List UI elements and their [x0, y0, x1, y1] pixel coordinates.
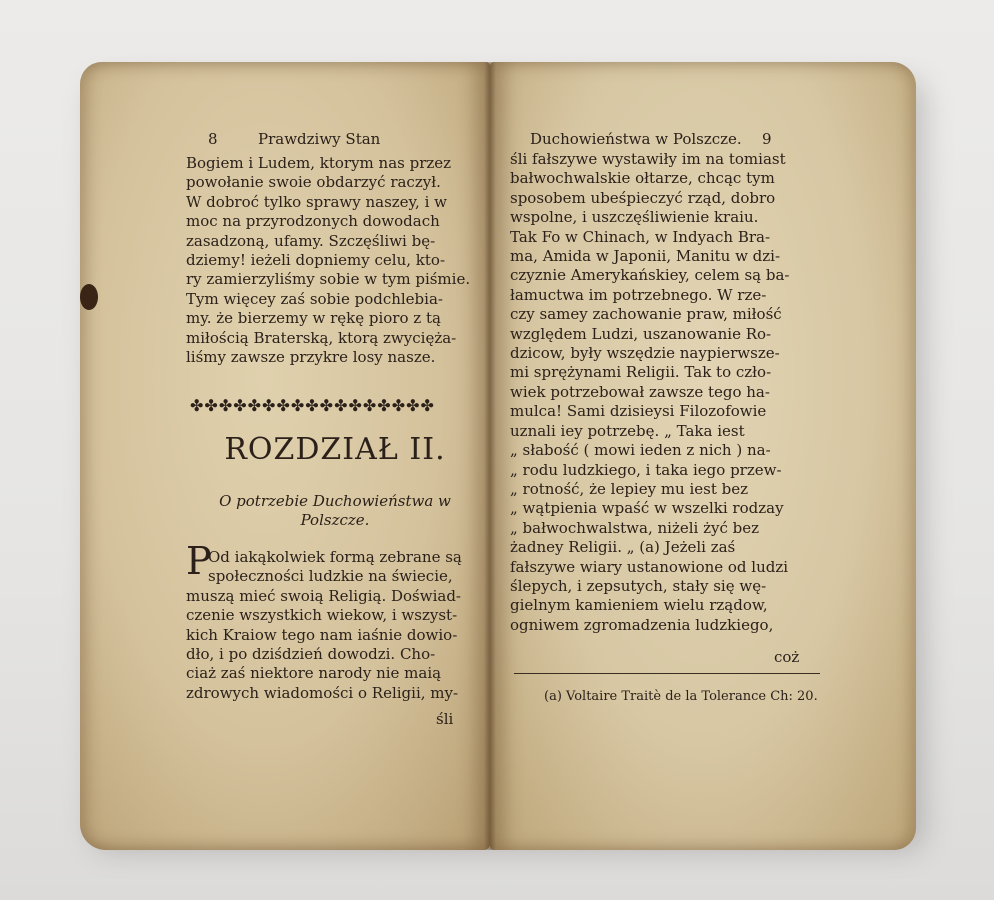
text-line: społeczności ludzkie na świecie, [208, 567, 453, 586]
text-line: dziemy! ieżeli dopniemy celu, kto- [186, 251, 446, 270]
text-line: wiek potrzebował zawsze tego ha- [510, 382, 770, 401]
right-page [490, 62, 916, 850]
text-line: Tak Fo w Chinach, w Indyach Bra- [510, 227, 771, 246]
open-book [80, 62, 916, 850]
text-line: ma, Amida w Japonii, Manitu w dzi- [510, 247, 781, 266]
text-line: Tym więcey zaś sobie podchlebia- [186, 289, 443, 308]
footnote-rule [514, 673, 820, 674]
text-line: czy samey zachowanie praw, miłość [510, 305, 782, 324]
text-line: dzicow, były wszędzie naypierwsze- [510, 344, 780, 363]
text-line: W dobroć tylko sprawy naszey, i w [186, 192, 447, 211]
text-line: gielnym kamieniem wielu rządow, [510, 596, 768, 615]
text-line: liśmy zawsze przykre losy nasze. [186, 348, 436, 367]
footnote: (a) Voltaire Traitè de la Tolerance Ch: 20. [544, 689, 818, 704]
text-line: „ rodu ludzkiego, i taka iego przew- [510, 460, 782, 479]
text-line: bałwochwalskie ołtarze, chcąc tym [510, 169, 775, 188]
text-line: mulca! Sami dzisieysi Filozofowie [510, 402, 767, 421]
text-line: uznali iey potrzebę. „ Taka iest [510, 421, 745, 440]
right-running-head: Duchowieństwa w Polszcze. [530, 130, 742, 148]
text-line: moc na przyrodzonych dowodach [186, 212, 440, 231]
right-body-text [510, 150, 828, 635]
text-line: kich Kraiow tego nam iaśnie dowio- [186, 625, 458, 644]
text-line: sposobem ubeśpieczyć rząd, dobro [510, 188, 776, 207]
text-line: względem Ludzi, uszanowanie Ro- [510, 324, 772, 343]
ornament-divider: ✤✤✤✤✤✤✤✤✤✤✤✤✤✤✤✤✤ [190, 396, 435, 415]
left-page [80, 62, 490, 850]
text-line: żadney Religii. „ (a) Jeżeli zaś [510, 538, 736, 557]
text-line: ciaż zaś niektore narody nie maią [186, 664, 442, 683]
text-line: czenie wszystkich wiekow, i wszyst- [186, 606, 458, 625]
left-running-head: Prawdziwy Stan [258, 130, 381, 148]
text-line: wspolne, i uszczęśliwienie kraiu. [510, 208, 759, 227]
text-line: śli fałszywe wystawiły im na tomiast [510, 150, 786, 168]
text-line: ogniwem zgromadzenia ludzkiego, [510, 615, 774, 634]
text-line: zasadzoną, ufamy. Szczęśliwi bę- [186, 231, 436, 250]
right-page-number: 9 [762, 130, 772, 148]
text-line: muszą mieć swoią Religią. Doświad- [186, 586, 461, 605]
right-catchword: coż [774, 648, 800, 666]
chapter-title: ROZDZIAŁ II. [224, 432, 446, 467]
left-catchword: śli [436, 710, 454, 728]
text-line: łamuctwa im potrzebnego. W rze- [510, 285, 767, 304]
text-line: fałszywe wiary ustanowione od ludzi [510, 557, 789, 576]
text-line: ry zamierzyliśmy sobie w tym piśmie. [186, 270, 471, 289]
text-line: Od iakąkolwiek formą zebrane są [208, 548, 462, 566]
text-line: czyznie Amerykańskiey, celem są ba- [510, 266, 790, 285]
text-line: „ wątpienia wpaść w wszelki rodzay [510, 499, 784, 518]
subtitle-line: O potrzebie Duchowieństwa w [219, 492, 451, 510]
left-page-number: 8 [208, 130, 218, 148]
ink-stain [80, 284, 98, 310]
text-line: miłością Braterską, ktorą zwycięża- [186, 328, 457, 347]
text-line: zdrowych wiadomości o Religii, my- [186, 683, 459, 702]
text-line: ślepych, i zepsutych, stały się wę- [510, 576, 767, 595]
drop-cap: P [186, 539, 212, 583]
text-line: mi sprężynami Religii. Tak to czło- [510, 363, 772, 382]
text-line: Bogiem i Ludem, ktorym nas przez [186, 154, 452, 172]
text-line: powołanie swoie obdarzyć raczył. [186, 173, 441, 192]
text-line: my. że bierzemy w rękę pioro z tą [186, 309, 441, 328]
text-line: dło, i po dziśdzień dowodzi. Cho- [186, 645, 436, 664]
text-line: „ bałwochwalstwa, niżeli żyć bez [510, 518, 760, 537]
chapter-subtitle [204, 492, 466, 530]
text-line: „ słabość ( mowi ieden z nich ) na- [510, 441, 771, 460]
left-body-text [186, 154, 486, 367]
text-line: „ rotność, że lepiey mu iest bez [510, 479, 749, 498]
left-body-text-2 [186, 548, 486, 703]
subtitle-line: Polszcze. [300, 511, 370, 529]
book-gutter [484, 62, 496, 850]
